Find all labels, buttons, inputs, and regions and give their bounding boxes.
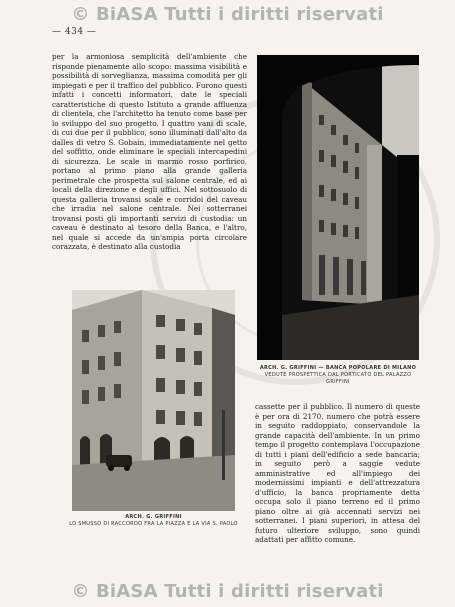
caption-portico-subtitle: VEDUTE PROSPETTICA DAL PORTICATO DEL PALAZZO GRIFFINI (264, 372, 412, 385)
page-number: — 434 — (52, 27, 97, 37)
article-text-column-2: cassette per il pubblico. Il numero di queste è per ora di 2170, numero che potrà essere in seguito raddoppiato, conservandole la grande capacità dell'ambiente. In un primo tempo il progetto contemplava l'occupazione di tutti i piani dell'edificio a sede bancaria; in seguito però a saggie vedute amministrative ed all'impiego dei modernissimi impianti e dell'attrezzatura d'ufficio, la banca propriamente detta occupa solo il piano terreno ed il primo piano oltre ai già accennati servizi nei sotterranei. I piani superiori, in attesa del futuro ulteriore sviluppo, sono quindi adattati per affitto comune. (255, 402, 420, 544)
caption-portico-title: ARCH. G. GRIFFINI — BANCA POPOLARE DI MILANO (259, 365, 417, 371)
photo-corner-building (72, 290, 235, 511)
article-text-column-1: per la armoniosa semplicità dell'ambiente che risponde pienamente allo scopo: massima visibilità e possibilità di sorveglianza, massima comodità per gli impiegati e per il traffico del pubblico. Furono questi infatti i concetti informatori, date le speciali caratteristiche di questo Istituto a grande affluenza di clientela, che l'architetto ha tenuto come base per lo sviluppo del suo progetto. I quattro vani di scale, di cui due per il pubblico, sono illuminati dall'alto da dalles di vetro S. Gobain, immediatamente nel getto del soffitto, onde eliminare le speciali intercapedini di sicurezza. Le scale in marmo rosso porfirico, portano al primo piano alla grande galleria perimetrale che prospetta sul salone centrale, ed ai locali della direzione e degli uffici. Nel sottosuolo di questa galleria trovansi scale e corridoi del caveau che irradia nel salone centrale. Nei sotterranei trovansi posti gli importanti servizi di custodia: un caveau è destinato al tesoro della Banca, e l'altro, nel quale si accede da un'ampia porta circolare corazzata, è destinato alla custodia (52, 52, 247, 251)
caption-corner-photo (62, 514, 245, 528)
caption-portico-photo (257, 365, 419, 386)
watermark-bottom: © BiASA Tutti i diritti riservati (71, 581, 384, 602)
photo-portico-view (257, 55, 419, 360)
watermark-top: © BiASA Tutti i diritti riservati (71, 4, 384, 25)
caption-corner-subtitle: LO SMUSSO DI RACCORDO FRA LA PIAZZA E LA VIA S. PAOLO (69, 521, 238, 527)
caption-corner-title: ARCH. G. GRIFFINI (125, 514, 182, 520)
